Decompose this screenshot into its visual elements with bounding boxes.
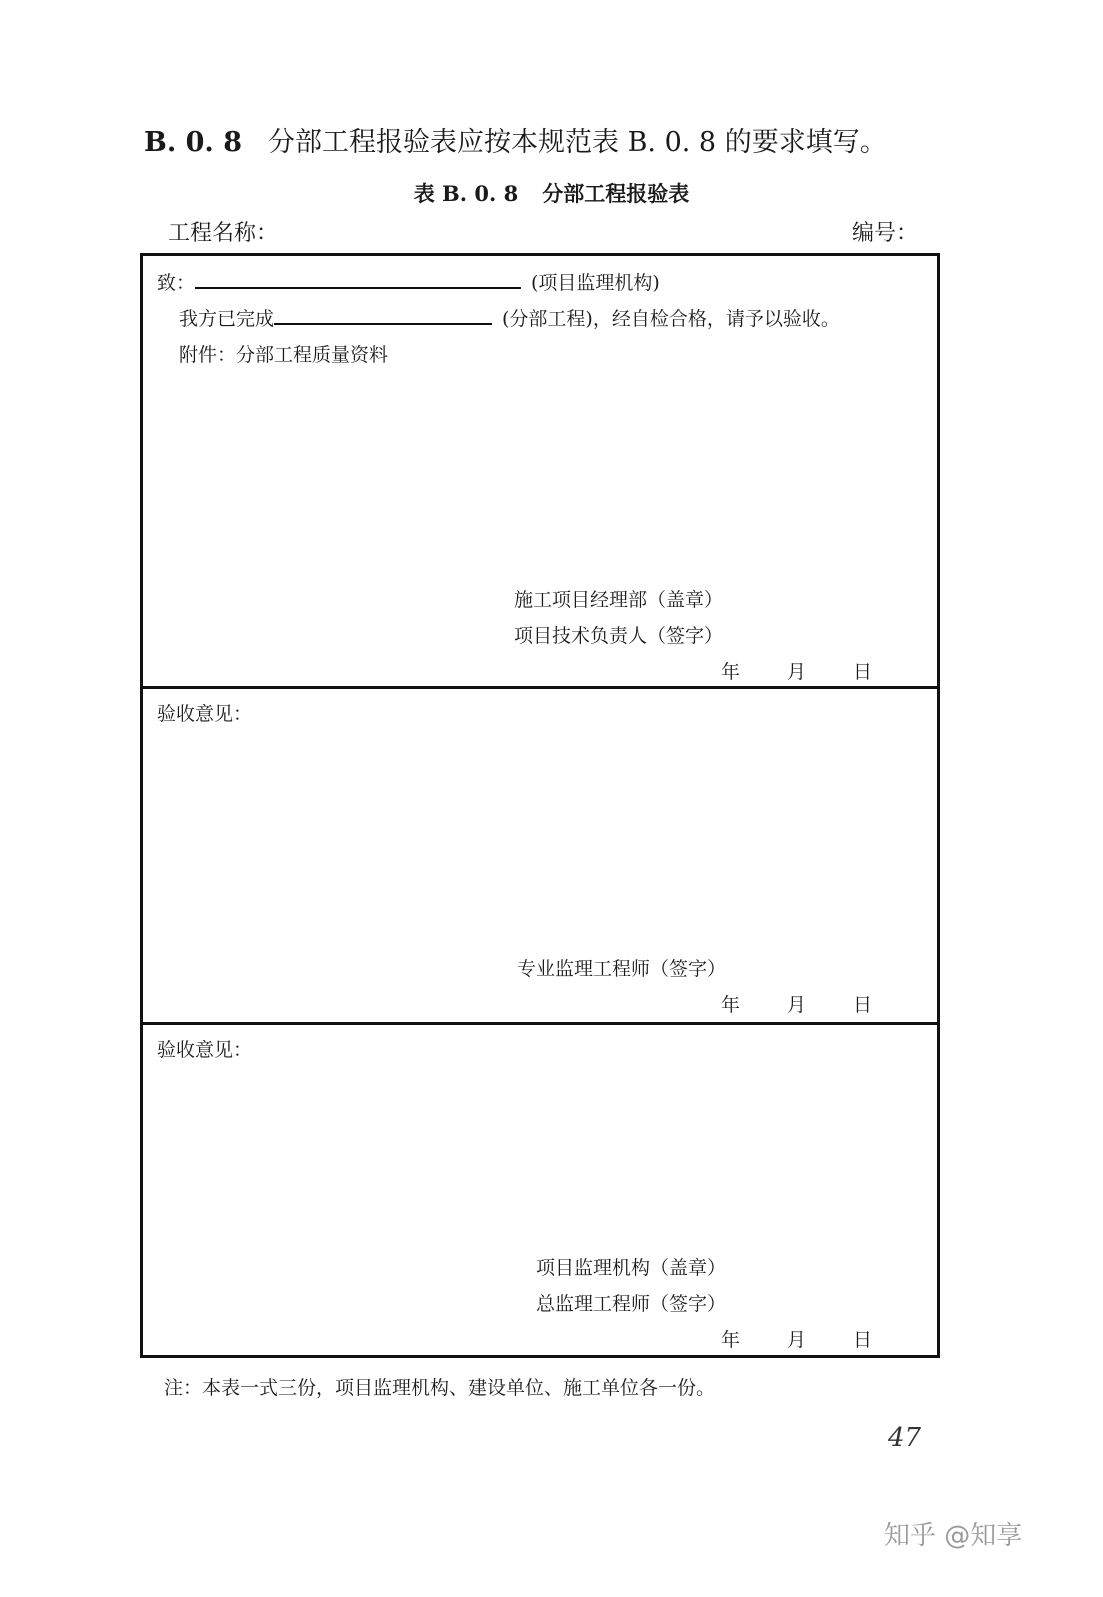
addressee-label: 致：	[157, 272, 196, 294]
project-name-label: 工程名称：	[168, 221, 279, 246]
clause-heading	[144, 120, 887, 159]
completion-row	[179, 304, 840, 331]
supervision-seal-label: 项目监理机构（盖章）	[536, 1257, 727, 1279]
attachment-text: 附件：分部工程质量资料	[179, 344, 389, 366]
subproject-blank[interactable]	[274, 305, 492, 325]
year-label: 年	[721, 994, 741, 1016]
chief-engineer-sign-label: 总监理工程师（签字）	[536, 1293, 727, 1315]
date-row	[721, 657, 872, 684]
date-row	[721, 1325, 872, 1352]
form-section-application	[143, 256, 937, 689]
table-note: 注：本表一式三份，项目监理机构、建设单位、施工单位各一份。	[164, 1377, 716, 1399]
day-label: 日	[853, 661, 873, 683]
completion-prefix: 我方已完成	[179, 308, 275, 330]
serial-number-label: 编号：	[852, 221, 919, 246]
form-section-chief-review	[143, 1025, 937, 1355]
clause-number: B. 0. 8	[144, 127, 242, 158]
addressee-suffix: (项目监理机构)	[531, 272, 660, 294]
contractor-seal-label: 施工项目经理部（盖章）	[514, 589, 724, 611]
watermark: 知乎 @知享	[884, 1521, 1023, 1551]
day-label: 日	[853, 994, 873, 1016]
completion-suffix: (分部工程)，经自检合格，请予以验收。	[502, 308, 840, 330]
date-row	[721, 990, 872, 1017]
table-caption	[0, 178, 1103, 208]
inspection-form	[140, 253, 940, 1358]
acceptance-opinion-label: 验收意见：	[157, 1039, 253, 1061]
page-number: 47	[888, 1423, 922, 1453]
engineer-sign-label: 专业监理工程师（签字）	[517, 958, 727, 980]
form-section-engineer-review	[143, 689, 937, 1025]
clause-text: 分部工程报验表应按本规范表 B. 0. 8 的要求填写。	[268, 127, 887, 158]
day-label: 日	[853, 1329, 873, 1351]
table-title: 分部工程报验表	[542, 181, 690, 206]
table-code: 表 B. 0. 8	[413, 181, 519, 206]
month-label: 月	[787, 994, 807, 1016]
tech-lead-sign-label: 项目技术负责人（签字）	[514, 625, 724, 647]
year-label: 年	[721, 1329, 741, 1351]
addressee-row	[157, 268, 660, 295]
month-label: 月	[787, 661, 807, 683]
addressee-blank[interactable]	[195, 269, 521, 289]
year-label: 年	[721, 661, 741, 683]
month-label: 月	[787, 1329, 807, 1351]
acceptance-opinion-label: 验收意见：	[157, 703, 253, 725]
